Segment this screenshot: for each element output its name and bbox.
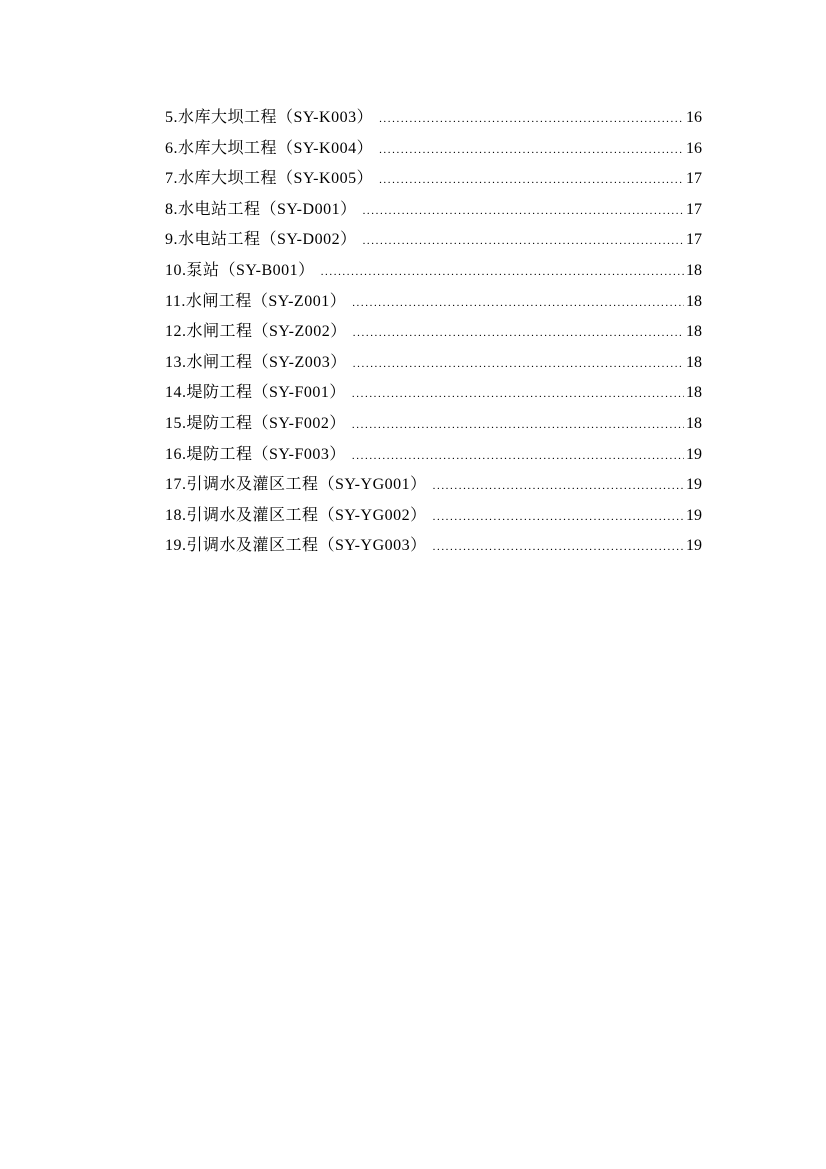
toc-dot-leader <box>379 165 684 196</box>
toc-entry-title: 15.堤防工程（SY-F002） <box>165 414 346 432</box>
toc-dot-leader <box>353 349 684 380</box>
toc-entry-title: 16.堤防工程（SY-F003） <box>165 445 346 463</box>
toc-dot-leader <box>353 318 684 349</box>
toc-entry-title: 18.引调水及灌区工程（SY-YG002） <box>165 506 427 524</box>
toc-entry-page: 16 <box>686 139 702 157</box>
toc-entry-page: 17 <box>686 200 702 218</box>
toc-dot-leader <box>433 532 684 563</box>
toc-entry[interactable] <box>165 378 702 409</box>
toc-entry-title: 7.水库大坝工程（SY-K005） <box>165 170 374 188</box>
toc-entry-title: 17.引调水及灌区工程（SY-YG001） <box>165 476 427 494</box>
toc-dot-leader <box>363 196 684 227</box>
toc-entry[interactable] <box>165 225 702 256</box>
toc-entry[interactable] <box>165 134 702 165</box>
toc-entry-title: 19.引调水及灌区工程（SY-YG003） <box>165 537 427 555</box>
toc-entry-title: 9.水电站工程（SY-D002） <box>165 231 357 249</box>
toc-entry-page: 18 <box>686 261 702 279</box>
toc-entry-title: 11.水闸工程（SY-Z001） <box>165 292 347 310</box>
toc-entry[interactable] <box>165 256 702 287</box>
toc-entry-page: 17 <box>686 170 702 188</box>
toc-entry[interactable] <box>165 195 702 226</box>
toc-entry[interactable] <box>165 317 702 348</box>
toc-entry-title: 14.堤防工程（SY-F001） <box>165 384 346 402</box>
toc-entry-page: 18 <box>686 292 702 310</box>
toc-dot-leader <box>352 379 684 410</box>
toc-dot-leader <box>363 226 684 257</box>
toc-entry-page: 17 <box>686 231 702 249</box>
toc-entry[interactable] <box>165 501 702 532</box>
toc-entry-title: 10.泵站（SY-B001） <box>165 261 315 279</box>
toc-entry[interactable] <box>165 103 702 134</box>
toc-dot-leader <box>321 257 684 288</box>
toc-dot-leader <box>433 502 684 533</box>
toc-entry-title: 5.水库大坝工程（SY-K003） <box>165 109 374 126</box>
toc-entry-page: 18 <box>686 323 702 341</box>
toc-dot-leader <box>433 471 684 502</box>
toc-entry-page: 18 <box>686 414 702 432</box>
toc-dot-leader <box>352 441 684 472</box>
toc-entry-page: 19 <box>686 476 702 494</box>
toc-dot-leader <box>379 104 684 135</box>
toc-entry[interactable] <box>165 348 702 379</box>
toc-entry-page: 18 <box>686 384 702 402</box>
toc-entry-page: 16 <box>686 109 702 126</box>
toc-entry-page: 19 <box>686 506 702 524</box>
toc-entry[interactable] <box>165 287 702 318</box>
toc-entry[interactable] <box>165 164 702 195</box>
toc-entry-title: 6.水库大坝工程（SY-K004） <box>165 139 374 157</box>
toc-entry-title: 13.水闸工程（SY-Z003） <box>165 353 347 371</box>
toc-entry[interactable] <box>165 440 702 471</box>
toc-entry-title: 12.水闸工程（SY-Z002） <box>165 323 347 341</box>
toc-entry-title: 8.水电站工程（SY-D001） <box>165 200 357 218</box>
toc-entry-page: 19 <box>686 445 702 463</box>
toc-entry-page: 18 <box>686 353 702 371</box>
toc-entry[interactable] <box>165 409 702 440</box>
toc-entry[interactable] <box>165 470 702 501</box>
toc-entry-page: 19 <box>686 537 702 555</box>
toc-dot-leader <box>352 410 684 441</box>
toc-entry[interactable] <box>165 531 702 562</box>
toc-dot-leader <box>352 288 684 319</box>
toc-dot-leader <box>379 135 684 166</box>
table-of-contents <box>165 103 702 562</box>
